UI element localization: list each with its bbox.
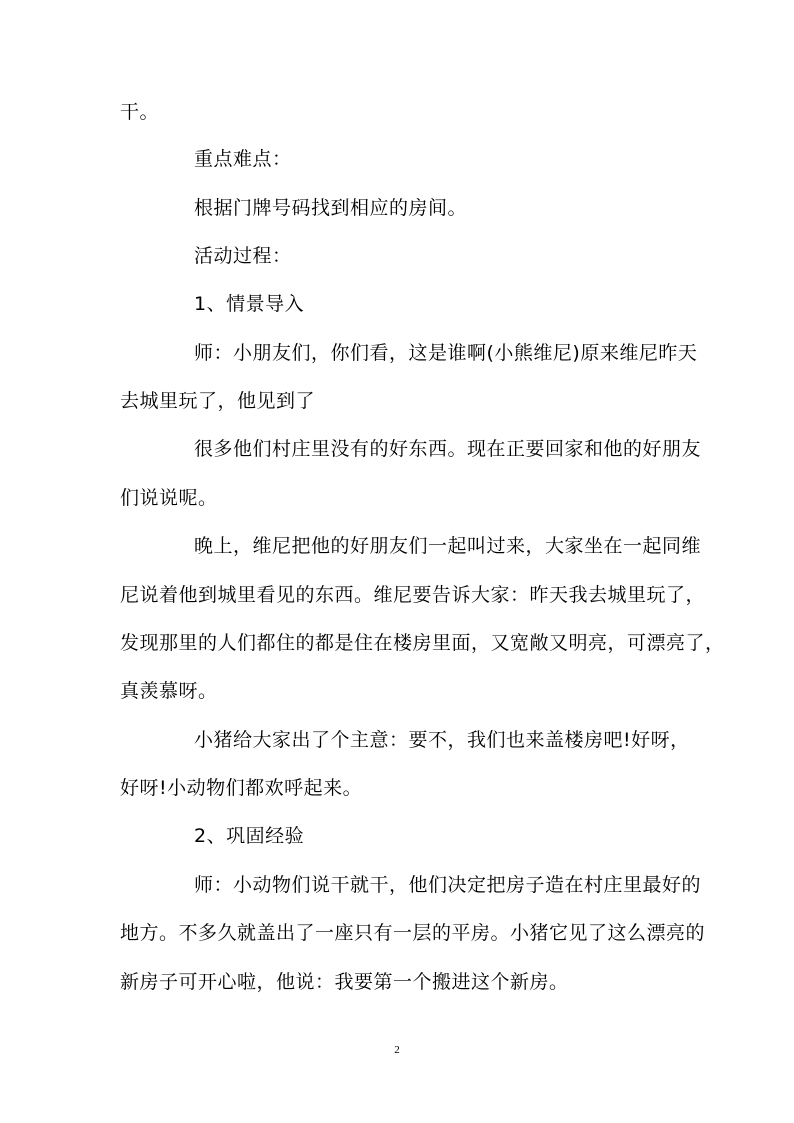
text-line: 去城里玩了，他见到了: [120, 390, 316, 412]
text-line: 们说说呢。: [120, 487, 218, 509]
text-line: 干。: [120, 101, 160, 123]
text-line: 地方。不多久就盖出了一座只有一层的平房。小猪它见了这么漂亮的: [120, 922, 706, 944]
section-heading-activity-process: 活动过程：: [194, 245, 292, 267]
text-line: 根据门牌号码找到相应的房间。: [194, 197, 468, 219]
text-line: 小猪给大家出了个主意：要不，我们也来盖楼房吧!好呀，: [194, 729, 690, 751]
text-line: 很多他们村庄里没有的好东西。现在正要回家和他的好朋友: [194, 438, 702, 460]
text-line: 新房子可开心啦，他说：我要第一个搬进这个新房。: [120, 971, 569, 993]
section-heading-scene-intro: 1、情景导入: [194, 293, 305, 315]
text-line: 师：小朋友们，你们看，这是谁啊(小熊维尼)原来维尼昨天: [194, 342, 698, 364]
text-line: 尼说着他到城里看见的东西。维尼要告诉大家：昨天我去城里玩了，: [120, 584, 706, 606]
text-line: 真羡慕呀。: [120, 680, 218, 702]
text-line: 发现那里的人们都住的都是住在楼房里面，又宽敞又明亮，可漂亮了，: [120, 632, 725, 654]
text-line: 师：小动物们说干就干，他们决定把房子造在村庄里最好的: [194, 874, 702, 896]
section-heading-consolidate-experience: 2、巩固经验: [194, 825, 305, 847]
page-number: 2: [394, 1044, 400, 1056]
section-heading-key-points: 重点难点：: [194, 148, 292, 170]
text-line: 好呀!小动物们都欢呼起来。: [120, 777, 363, 799]
text-line: 晚上，维尼把他的好朋友们一起叫过来，大家坐在一起同维: [194, 535, 702, 557]
